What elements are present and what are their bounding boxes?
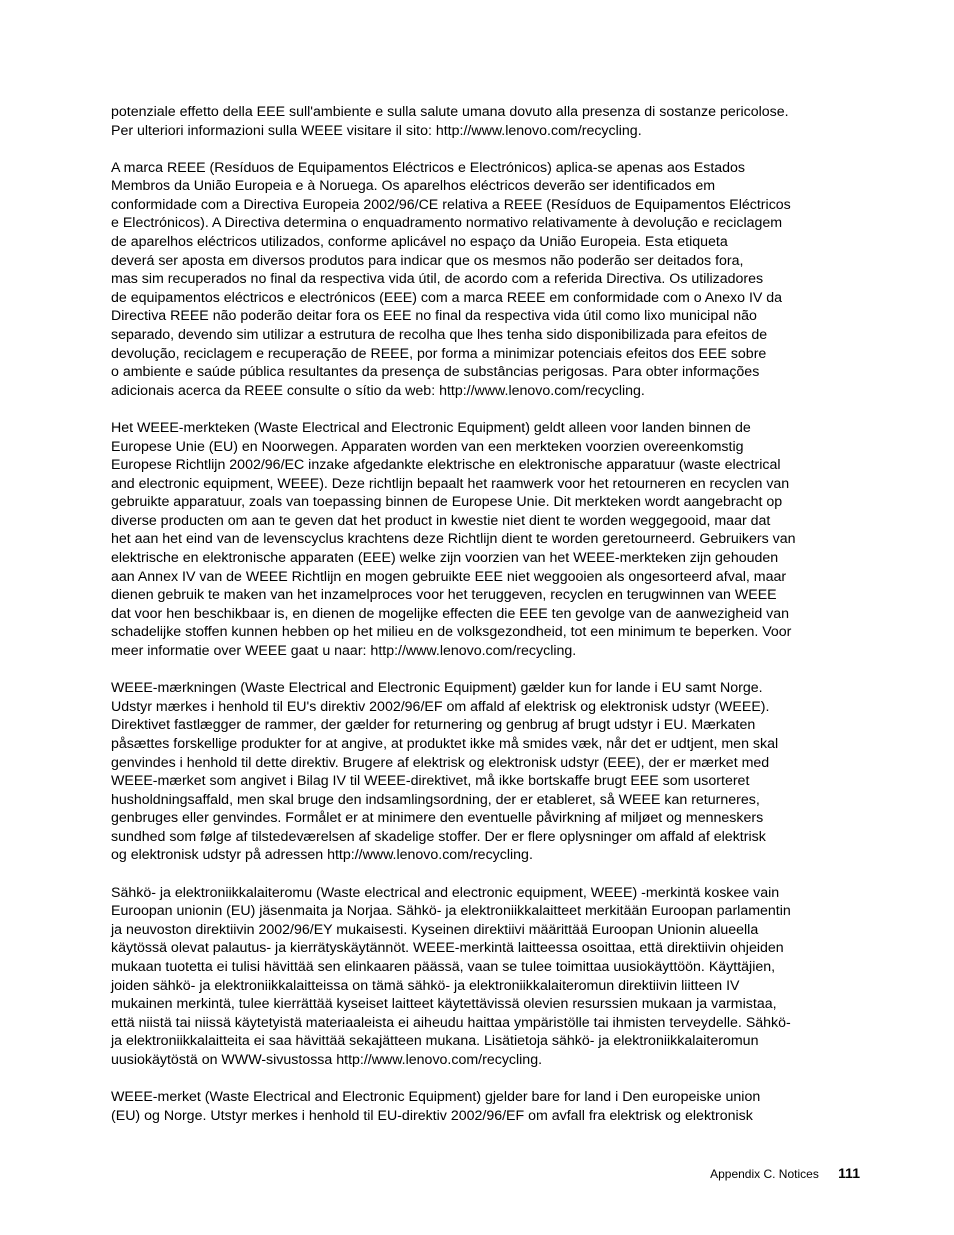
text-line: het aan het eind van de levenscyclus krachtens deze Richtlijn dient te worden geretourneerd. Gebruikers van bbox=[111, 531, 796, 548]
text-line: että niistä tai niissä käytetyistä materiaaleista ei aiheudu haittaa ympäristölle tai ihmisten terveydelle. Sähkö- bbox=[111, 1014, 791, 1031]
text-line: sundhed som følge af tilstedeværelsen af skadelige stoffer. Der er flere oplysninger om affald af elektrisk bbox=[111, 828, 766, 845]
text-line: WEEE-merket (Waste Electrical and Electronic Equipment) gjelder bare for land i Den europeiske union bbox=[111, 1089, 761, 1105]
text-line: de equipamentos eléctricos e electrónicos (EEE) com a marca REEE em conformidade com o Anexo IV da bbox=[111, 289, 783, 306]
text-line: genbruges eller genvindes. Formålet er at minimere den eventuelle påvirkning af miljøet og menneskers bbox=[111, 810, 764, 827]
text-line: elektrische en elektronische apparaten (EEE) welke zijn voorzien van het WEEE-merkteken zijn gehouden bbox=[111, 550, 779, 567]
text-line: ja neuvoston direktiivin 2002/96/EY mukaisesti. Kyseinen direktiivi määrittää Euroopan Unionin alueella bbox=[111, 921, 759, 938]
document-body bbox=[111, 103, 863, 1144]
paragraph bbox=[111, 419, 863, 661]
page-number: 111 bbox=[838, 1165, 860, 1181]
text-line: Euroopan unionin (EU) jäsenmaita ja Norjaa. Sähkö- ja elektroniikkalaitteet merkitään Euroopan parlamentin bbox=[111, 903, 791, 920]
text-line: Udstyr mærkes i henhold til EU's direktiv 2002/96/EF om affald af elektrisk og elektronisk udstyr (WEEE). bbox=[111, 698, 770, 715]
page-footer bbox=[710, 1165, 860, 1182]
text-line: A marca REEE (Resíduos de Equipamentos Eléctricos e Electrónicos) aplica-se apenas aos Estados bbox=[111, 159, 746, 176]
text-line: WEEE-mærket som angivet i Bilag IV til WEEE-direktivet, må ikke bortskaffe brugt EEE som usorteret bbox=[111, 773, 750, 790]
text-line: diverse producten om aan te geven dat het product in kwestie niet dient te worden weggegooid, maar dat bbox=[111, 512, 771, 529]
paragraph bbox=[111, 884, 863, 1070]
paragraph bbox=[111, 1088, 863, 1125]
text-line: Sähkö- ja elektroniikkalaiteromu (Waste electrical and electronic equipment, WEEE) -merkintä koskee vain bbox=[111, 884, 780, 901]
text-line: mukaan tuotetta ei tulisi hävittää sen elinkaaren päässä, vaan se tulee toimittaa uusiokäyttöön. Käyttäjien, bbox=[111, 958, 776, 975]
text-line: devolução, reciclagem e recuperação de REEE, por forma a minimizar potenciais efeitos dos EEE sobre bbox=[111, 345, 767, 362]
text-line: dat voor hen beschikbaar is, en dienen de mogelijke effecten die EEE ten gevolge van de aanwezigheid van bbox=[111, 605, 790, 622]
text-line: Direktivet fastlægger de rammer, der gælder for returnering og genbrug af brugt udstyr i EU. Mærkaten bbox=[111, 717, 756, 734]
text-line: mukainen merkintä, tulee kierrättää kyseiset laitteet käytettävissä olevien resurssien mukaan ja varmistaa, bbox=[111, 996, 777, 1013]
text-line: Het WEEE-merkteken (Waste Electrical and Electronic Equipment) geldt alleen voor landen binnen de bbox=[111, 419, 751, 436]
text-line: adicionais acerca da REEE consulte o sítio da web: http://www.lenovo.com/recycling. bbox=[111, 382, 645, 399]
text-line: ja elektroniikkalaitteita ei saa hävittää sekajätteen mukana. Lisätietoja sähkö- ja elektroniikkalaiteromun bbox=[111, 1033, 759, 1050]
text-line: og elektronisk udstyr på adressen http://www.lenovo.com/recycling. bbox=[111, 847, 533, 864]
text-line: uusiokäytöstä on WWW-sivustossa http://www.lenovo.com/recycling. bbox=[111, 1051, 543, 1068]
text-line: Directiva REEE não poderão deitar fora os EEE no final da respectiva vida útil como lixo municipal não bbox=[111, 308, 757, 325]
text-line: and electronic equipment, WEEE). Deze richtlijn bepaalt het raamwerk voor het retourneren en recyclen van bbox=[111, 475, 790, 492]
paragraph bbox=[111, 159, 863, 401]
text-line: mas sim recuperados no final da respectiva vida útil, de acordo com a referida Directiva. Os utilizadores bbox=[111, 271, 764, 288]
text-line: påsættes forskellige produkter for at angive, at produktet ikke må smides væk, når det er udtjent, men skal bbox=[111, 735, 779, 752]
text-line: e Electrónicos). A Directiva determina o enquadramento normativo relativamente à devolução e reciclagem bbox=[111, 215, 783, 232]
text-line: käytössä olevat palautus- ja kierrätyskäytännöt. WEEE-merkintä laitteessa osoittaa, että direktiivin ohjeiden bbox=[111, 940, 784, 957]
text-line: Per ulteriori informazioni sulla WEEE visitare il sito: http://www.lenovo.com/recycling. bbox=[111, 122, 642, 139]
text-line: genvindes i henhold til dette direktiv. Brugere af elektrisk og elektronisk udstyr (EEE), der er mærket med bbox=[111, 754, 770, 771]
text-line: Europese Richtlijn 2002/96/EC inzake afgedankte elektrische en elektronische apparatuur (waste electrical bbox=[111, 457, 781, 474]
text-line: joiden sähkö- ja elektroniikkalaitteissa on tämä sähkö- ja elektroniikkalaiteromun direktiivin liitteen IV bbox=[111, 977, 740, 994]
text-line: meer informatie over WEEE gaat u naar: http://www.lenovo.com/recycling. bbox=[111, 643, 577, 660]
text-line: potenziale effetto della EEE sull'ambiente e sulla salute umana dovuto alla presenza di sostanze pericolose. bbox=[111, 104, 789, 120]
text-line: deverá ser aposta em diversos produtos para indicar que os mesmos não poderão ser deitados fora, bbox=[111, 252, 744, 269]
text-line: dienen gebruik te maken van het inzamelproces voor het teruggeven, recyclen en terugwinnen van WEEE bbox=[111, 587, 777, 604]
text-line: conformidade com a Directiva Europeia 2002/96/CE relativa a REEE (Resíduos de Equipamentos Eléctricos bbox=[111, 196, 791, 213]
text-line: Membros da União Europeia e à Noruega. Os aparelhos eléctricos deverão ser identificados em bbox=[111, 178, 716, 195]
text-line: schadelijke stoffen kunnen hebben op het milieu en de volksgezondheid, tot een minimum te beperken. Voor bbox=[111, 624, 792, 641]
paragraph bbox=[111, 679, 863, 865]
text-line: Europese Unie (EU) en Noorwegen. Apparaten worden van een merkteken voorzien overeenkomstig bbox=[111, 438, 744, 455]
paragraph bbox=[111, 103, 863, 140]
text-line: WEEE-mærkningen (Waste Electrical and Electronic Equipment) gælder kun for lande i EU samt Norge. bbox=[111, 680, 763, 697]
text-line: husholdningsaffald, men skal bruge den indsamlingsordning, der er etableret, så WEEE kan returneres, bbox=[111, 791, 760, 808]
text-line: (EU) og Norge. Utstyr merkes i henhold til EU-direktiv 2002/96/EF om avfall fra elektrisk og elektronisk bbox=[111, 1107, 753, 1124]
text-line: gebruikte apparatuur, zoals van toepassing binnen de Europese Unie. Dit merkteken wordt aangebracht op bbox=[111, 494, 783, 511]
text-line: aan Annex IV van de WEEE Richtlijn en mogen gebruikte EEE niet weggooien als ongesorteerd afval, maar bbox=[111, 568, 787, 585]
footer-section-label: Appendix C. Notices bbox=[710, 1167, 819, 1181]
text-line: de aparelhos eléctricos utilizados, conforme aplicável no espaço da União Europeia. Esta etiqueta bbox=[111, 234, 728, 251]
text-line: o ambiente e saúde pública resultantes da presença de substâncias perigosas. Para obter informações bbox=[111, 364, 760, 381]
text-line: separado, devendo sim utilizar a estrutura de recolha que lhes tenha sido disponibilizada para efeitos de bbox=[111, 327, 768, 344]
